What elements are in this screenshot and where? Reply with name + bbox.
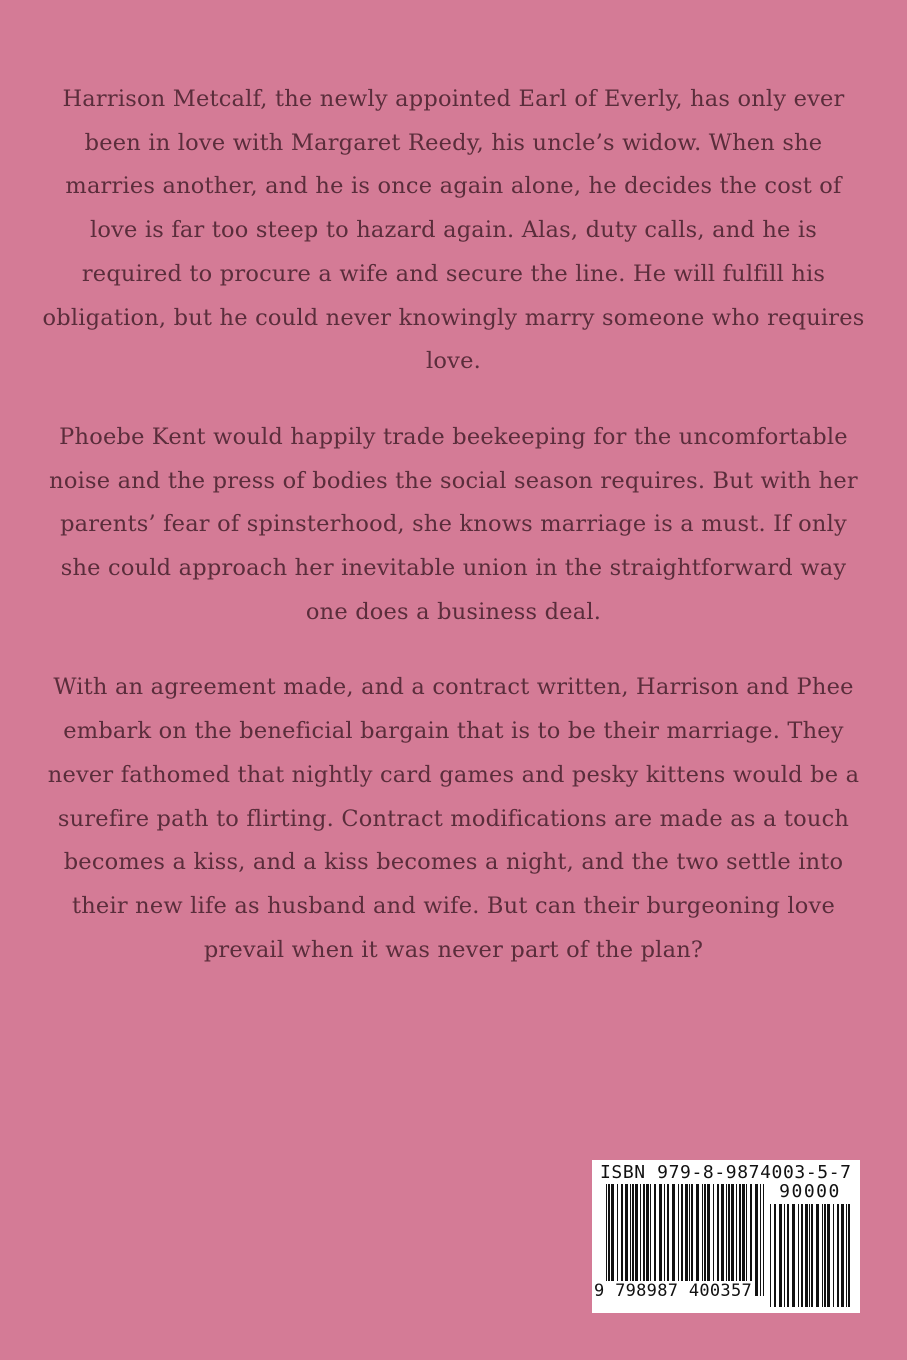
back-cover-blurb [40,78,867,972]
barcode-stripe [702,1184,703,1296]
barcode-stripe [717,1184,719,1296]
barcode-stripe [659,1184,662,1296]
barcode-stripe [640,1184,641,1296]
barcode-stripe [837,1204,839,1307]
barcode-stripe [798,1204,799,1307]
barcode-stripe [833,1204,834,1307]
barcode-stripe [681,1184,683,1296]
barcode-stripe [848,1204,850,1307]
barcode-stripe [667,1184,669,1296]
blurb-paragraph-2: Phoebe Kent would happily trade beekeeping for the uncomfortable noise and the press of bodies the social season requires. But with her parents’ fear of spinsterhood, she knows marriage is a must. If only she could approach her inevitable union in the straightforward way one does a business deal. [49,423,858,625]
ean-barcode-bars [606,1184,764,1296]
barcode-stripe [691,1184,693,1296]
barcode-stripe [625,1184,628,1296]
barcode-stripe [726,1184,727,1296]
barcode-stripe [841,1204,844,1307]
barcode-stripe [721,1184,724,1296]
barcode-stripe [654,1184,656,1296]
barcode-stripe [779,1204,782,1307]
barcode-stripe [739,1184,741,1296]
barcode-stripe [611,1184,614,1296]
barcode-stripe [632,1184,634,1296]
barcode-stripe [787,1204,789,1307]
barcode-stripe [704,1184,706,1296]
isbn-label: ISBN 979-8-9874003-5-7 [600,1162,852,1183]
barcode-stripe [696,1184,699,1296]
barcode-stripe [672,1184,675,1296]
barcode-stripe [805,1204,808,1307]
barcode-stripe [824,1204,826,1307]
barcode-stripe [846,1204,847,1307]
addon-barcode-bars [770,1204,850,1307]
barcode-stripe [630,1184,631,1296]
barcode-stripe [801,1204,803,1307]
barcode-stripe [707,1184,710,1296]
ean-digits: 9 798987 400357 [594,1281,753,1301]
barcode-stripe [621,1184,623,1296]
barcode-stripe [816,1204,819,1307]
barcode-stripe [650,1184,651,1296]
barcode-stripe [608,1184,610,1296]
barcode-stripe [811,1204,813,1307]
blurb-paragraph-1: Harrison Metcalf, the newly appointed Earl of Everly, has only ever been in love with Margaret Reedy, his uncle’s widow. When she marries another, and he is once again alone, he decides the cost of love is far too steep to hazard again. Alas, duty calls, and he is required to procure a wife and secure the line. He will fulfill his obligation, but he could never knowingly marry someone who requires love. [42,86,865,375]
barcode-stripe [606,1184,607,1296]
barcode-stripe [689,1184,690,1296]
barcode-stripe [755,1184,758,1296]
addon-price-code: 90000 [779,1181,841,1202]
barcode-stripe [617,1184,618,1296]
barcode-stripe [774,1204,776,1307]
barcode-stripe [750,1184,752,1296]
barcode-stripe [728,1184,730,1296]
barcode-stripe [664,1184,665,1296]
barcode-stripe [760,1184,761,1296]
barcode-stripe [763,1184,764,1296]
barcode-stripe [678,1184,679,1296]
isbn-barcode [592,1160,860,1313]
blurb-paragraph-3: With an agreement made, and a contract written, Harrison and Phee embark on the beneficial bargain that is to be their marriage. They never fathomed that nightly card games and pesky kittens would be a surefire path to flirting. Contract modifications are made as a touch becomes a kiss, and a kiss becomes a night, and the two settle into their new life as husband and wife. But can their burgeoning love prevail when it was never part of the plan? [47,674,860,963]
barcode-stripe [643,1184,645,1296]
barcode-stripe [827,1204,830,1307]
barcode-stripe [742,1184,745,1296]
barcode-stripe [746,1184,747,1296]
barcode-stripe [792,1204,795,1307]
barcode-stripe [713,1184,714,1296]
barcode-stripe [809,1204,810,1307]
barcode-stripe [635,1184,638,1296]
barcode-stripe [646,1184,649,1296]
barcode-stripe [685,1184,688,1296]
barcode-stripe [784,1204,785,1307]
barcode-stripe [822,1204,823,1307]
barcode-stripe [736,1184,737,1296]
barcode-stripe [731,1184,734,1296]
